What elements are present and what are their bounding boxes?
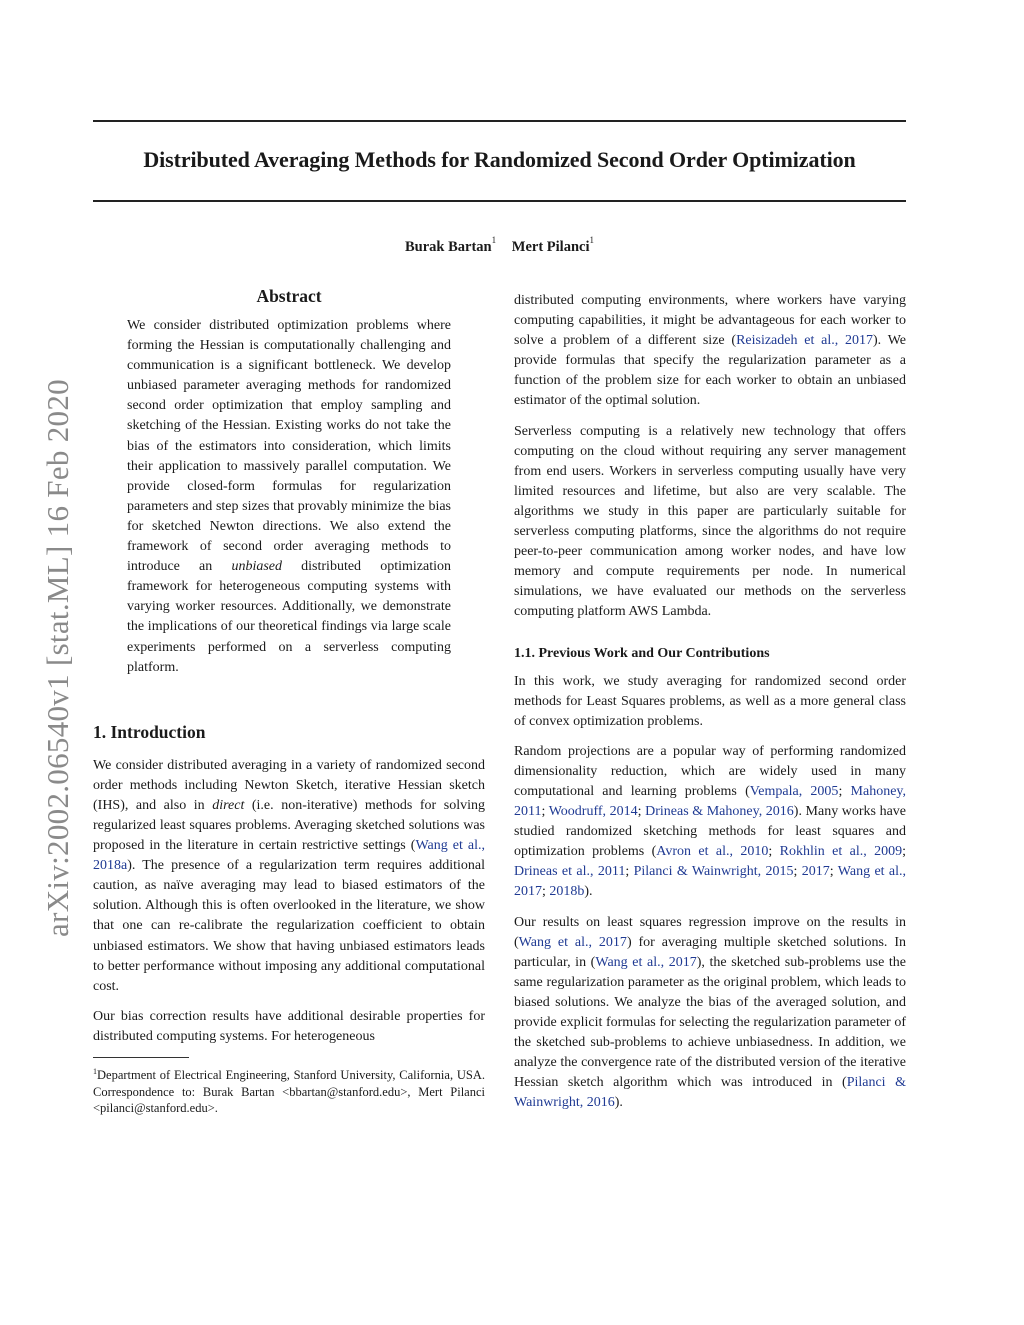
citation-link[interactable]: 2017: [801, 864, 830, 880]
citation-link[interactable]: Drineas & Mahoney, 2016: [645, 804, 794, 820]
intro-paragraph-2: Our bias correction results have additional desirable properties for distributed computing systems. For heterogeneous: [93, 1008, 485, 1044]
citation-link[interactable]: Drineas et al., 2011: [514, 864, 626, 880]
right-paragraph-serverless: Serverless computing is a relatively new technology that offers computing on the cloud without requiring any server management from end users. Workers in serverless computing usually have very limited resources and lifetime, but also are very scalable. The algorithms we study in this paper are particularly suitable for serverless computing platforms, since the algorithms do not require peer-to-peer communication among worker nodes, and have low memory and compute requirements per node. In numerical simulations, we have evaluated our methods on the serverless computing platform AWS Lambda.: [514, 423, 906, 620]
affiliation-footnote: $^1$Department of Electrical Engineering, Stanford University, California, USA. Correspondence to: Burak Bartan <bbartan@stanford.edu>, Mert Pilanci <pilanci@stanford.edu>.: [93, 1067, 485, 1116]
citation-link[interactable]: Wang et al., 2017: [514, 864, 907, 900]
arxiv-identifier: arXiv:2002.06540v1 [stat.ML] 16 Feb 2020: [40, 379, 75, 937]
footnote-rule: [93, 1057, 189, 1058]
title-bottom-rule: [93, 200, 906, 202]
citation-link[interactable]: Vempala, 2005: [749, 783, 839, 799]
citation-link[interactable]: Reisizadeh et al., 2017: [736, 333, 874, 349]
left-column: [93, 286, 485, 1117]
right-column: [514, 291, 906, 1123]
citation-link[interactable]: Woodruff, 2014: [548, 804, 638, 820]
author-list: [93, 237, 906, 256]
intro-paragraph-1: We consider distributed averaging in a variety of randomized second order methods including Newton Sketch, iterative Hessian sketch (IHS), and also in direct (i.e. non-iterative) methods for solving regularized least squares problems. Averaging sketched solutions was proposed in the literature in certain restrictive settings (Wang et al., 2018a). The presence of a regularization term requires additional caution, as naïve averaging may lead to biased estimators of the solution. Although this is often overlooked in the literature, we show that one can re-calibrate the regularization coefficient to obtain unbiased estimators. We show that having unbiased estimators leads to better performance without imposing any additional computational cost.: [93, 757, 486, 994]
contrib-paragraph-results: Our results on least squares regression improve on the results in (Wang et al., 2017) for averaging multiple sketched solutions. In particular, in (Wang et al., 2017), the sketched sub-problems use the same regularization parameter as the original problem, which leads to biased solutions. We analyze the bias of the averaged solution, and provide explicit formulas for selecting the regularization parameter of the sketched sub-problems to achieve unbiasedness. In addition, we analyze the convergence rate of the distributed version of the iterative Hessian sketch algorithm which was introduced in (Pilanci & Wainwright, 2016).: [514, 914, 906, 1111]
title-top-rule: [93, 120, 906, 122]
subsection-heading-previous-work: 1.1. Previous Work and Our Contributions: [514, 645, 770, 661]
citation-link[interactable]: Wang et al., 2017: [518, 934, 627, 950]
abstract-heading: Abstract: [256, 286, 322, 306]
author: Mert Pilanci$^1$: [511, 235, 594, 255]
abstract-body: We consider distributed optimization problems where forming the Hessian is computationally challenging and communication is a significant bottleneck. We develop unbiased parameter averaging methods for randomized second order optimization that employ sampling and sketching of the Hessian. Existing works do not take the bias of the estimators into consideration, which limits their application to massively parallel computation. We provide closed-form formulas for regularization parameters and step sizes that provably minimize the bias for sketched Newton directions. We also extend the framework of second order averaging methods to introduce an unbiased distributed optimization framework for heterogeneous computing systems with varying worker resources. Additionally, we demonstrate the implications of our theoretical findings via large scale experiments performed on a serverless computing platform.: [127, 318, 451, 675]
citation-link[interactable]: Pilanci & Wainwright, 2015: [633, 864, 794, 880]
right-paragraph-1: distributed computing environments, where workers have varying computing capabilities, it might be advantageous for each worker to solve a problem of a different size (Reisizadeh et al., 2017). We provide formulas that specify the regularization parameter as a function of the problem size for each worker to obtain an unbiased estimator of the optimal solution.: [514, 293, 907, 409]
section-heading-introduction: 1. Introduction: [93, 721, 206, 742]
citation-link[interactable]: Wang et al., 2017: [595, 954, 697, 970]
contrib-paragraph-random-projections: Random projections are a popular way of performing randomized dimensionality reduction, which are widely used in many computational and learning problems (Vempala, 2005; Mahoney, 2011; Woodruff, 2014; Drineas & Mahoney, 2016). Many works have studied randomized sketching methods for least squares and optimization problems (Avron et al., 2010; Rokhlin et al., 2009; Drineas et al., 2011; Pilanci & Wainwright, 2015; 2017; Wang et al., 2017; 2018b).: [514, 743, 907, 900]
contrib-paragraph-1: In this work, we study averaging for randomized second order methods for Least Squares problems, as well as a more general class of convex optimization problems.: [514, 673, 906, 729]
author: Burak Bartan$^1$: [405, 235, 497, 255]
paper-title: Distributed Averaging Methods for Randomized Second Order Optimization: [143, 147, 856, 172]
citation-link[interactable]: Avron et al., 2010: [656, 844, 769, 860]
citation-link[interactable]: 2018b: [549, 884, 585, 900]
citation-link[interactable]: Rokhlin et al., 2009: [779, 844, 903, 860]
citation-link[interactable]: Mahoney, 2011: [514, 783, 906, 820]
citation-link[interactable]: Wang et al., 2018a: [93, 838, 486, 874]
citation-link[interactable]: Pilanci & Wainwright, 2016: [514, 1075, 906, 1111]
